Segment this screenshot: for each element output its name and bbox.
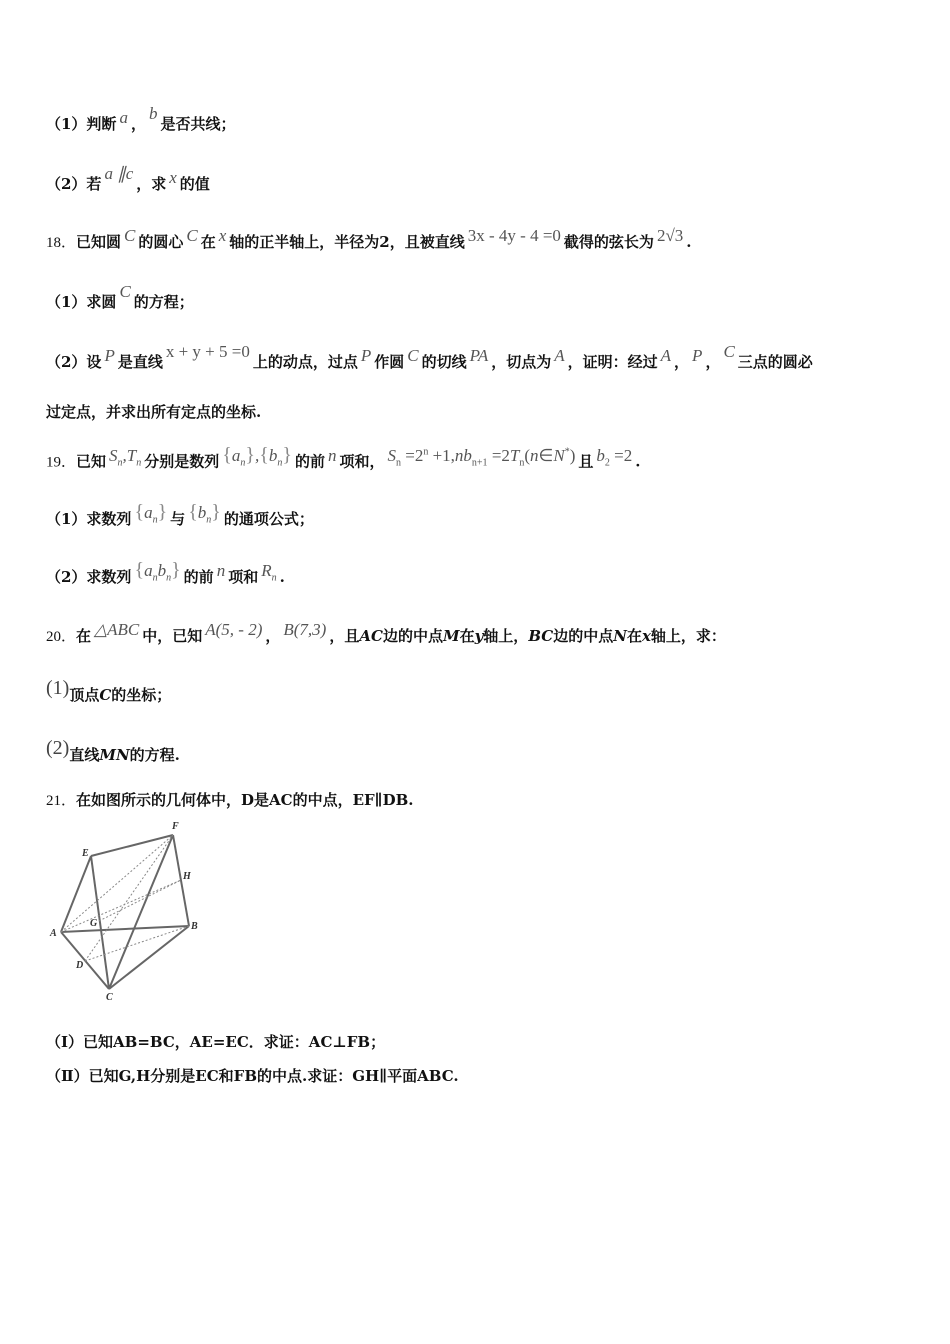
question-number: 19． — [46, 454, 77, 471]
text: ，且 — [329, 627, 360, 645]
text: 的坐标； — [111, 686, 172, 704]
q18-stem — [46, 226, 692, 253]
label-g: G — [90, 918, 98, 929]
var-n: n — [327, 445, 337, 465]
text: . — [279, 568, 285, 586]
text: （2）求数列 — [46, 568, 132, 586]
text: （1）求圆 — [46, 293, 117, 311]
q20-part1 — [46, 677, 172, 705]
sn-tn: $S_n,T_n$ — [109, 445, 142, 469]
vector-a: a — [119, 108, 128, 127]
text: 边的中点 — [553, 627, 614, 645]
text: ，证明：经过 — [567, 353, 658, 371]
text: 在如图所示的几何体中，D是AC的中点，EF∥DB. — [76, 791, 414, 809]
text: . — [686, 233, 692, 251]
question-number: 21． — [46, 793, 77, 809]
text: ，切点为 — [491, 353, 552, 371]
text: 项和 — [228, 568, 259, 586]
text: N — [613, 627, 627, 645]
b2-value: $b_2 =2$ — [596, 445, 633, 469]
question-number: 18． — [46, 235, 77, 251]
q21-stem — [46, 790, 414, 811]
point-a: A — [554, 346, 565, 365]
text: C — [99, 686, 112, 704]
text: 轴上， — [483, 627, 529, 645]
text: ， — [265, 627, 281, 645]
text: 顶点 — [69, 686, 100, 704]
text: 的方程； — [133, 293, 194, 311]
q17-part2 — [46, 164, 210, 194]
text: y — [474, 627, 484, 645]
s-symbol: S — [109, 445, 118, 465]
label-h: H — [183, 871, 191, 882]
q17-part2-text: 的值 — [179, 175, 210, 193]
text: 与 — [170, 510, 186, 528]
circle-c: C — [124, 226, 136, 245]
text: 的圆心 — [138, 233, 184, 251]
edge-bc — [109, 926, 189, 989]
text: ， — [705, 353, 721, 371]
q18-part2 — [46, 342, 813, 372]
seq-anbn: $\{a_nb_n\}$ — [134, 559, 181, 584]
text: 作圆 — [374, 353, 405, 371]
seq-an-bn: $\{a_n\},\{b_n\}$ — [222, 443, 292, 469]
text: 的通项公式； — [223, 510, 314, 528]
label-a: A — [50, 928, 57, 939]
text: （Ⅱ）已知G,H分别是EC和FB的中点.求证：GH∥平面ABC. — [46, 1067, 459, 1085]
text: 的切线 — [421, 353, 467, 371]
text: 的方程. — [129, 746, 180, 764]
text: 上的动点，过点 — [252, 353, 358, 371]
seq-an: $\{a_n\}$ — [134, 501, 168, 526]
text: （Ⅰ）已知AB=BC，AE=EC．求证：AC⊥FB； — [46, 1033, 386, 1051]
text: MN — [99, 746, 130, 764]
q19-stem — [46, 443, 641, 479]
q18-part2-cont — [46, 402, 261, 422]
q17-part2-label: （2）若 — [46, 175, 102, 193]
q19-part2 — [46, 559, 285, 594]
text: ， — [674, 353, 690, 371]
edge-fc — [109, 835, 173, 989]
q17-part1-label: （1）判断 — [46, 115, 117, 133]
text: x — [641, 627, 651, 645]
text: 已知 — [76, 452, 107, 471]
edge-ae — [61, 856, 91, 932]
text: 截得的弦长为 — [563, 233, 654, 251]
q21-part2 — [46, 1066, 459, 1086]
text: （1）求数列 — [46, 510, 132, 528]
q21-part1 — [46, 1032, 385, 1052]
text: （2）设 — [46, 353, 102, 371]
text: 且 — [578, 452, 594, 471]
tangent-pa: PA — [469, 346, 489, 365]
triangle-abc: △ABC — [94, 620, 140, 639]
text: 中，已知 — [142, 627, 203, 645]
var-x: x — [218, 226, 227, 245]
point-c: C — [723, 342, 735, 361]
text: 在 — [459, 627, 475, 645]
q17-part1 — [46, 104, 236, 134]
text: 在 — [200, 233, 216, 251]
edge-ab — [61, 926, 189, 932]
q17-part1-text: 是否共线； — [160, 115, 236, 133]
text: 的前 — [183, 568, 214, 586]
line-equation: x + y + 5 =0 — [165, 342, 250, 361]
q20-part2 — [46, 737, 180, 765]
text: 直线 — [69, 746, 100, 764]
text: AC — [359, 627, 383, 645]
point-p: P — [104, 346, 115, 365]
text: 已知圆 — [76, 233, 122, 251]
point-a-coords: A(5, - 2) — [205, 620, 263, 639]
text: 边的中点 — [382, 627, 443, 645]
text: 分别是数列 — [144, 452, 220, 471]
label-e: E — [82, 848, 89, 859]
text: 过定点，并求出所有定点的坐标. — [46, 403, 262, 421]
question-number: 20． — [46, 629, 77, 645]
text: 轴上，求： — [650, 627, 726, 645]
text: 在 — [76, 627, 92, 645]
label-c: C — [106, 992, 113, 1003]
label-b: B — [191, 921, 198, 932]
geometry-figure — [44, 816, 214, 1006]
seq-bn: $\{b_n\}$ — [188, 501, 221, 526]
condition-formula: $S_n =2^n +1,nb_{n+1}$ $=2T_n(n\in N^*)$ — [387, 445, 576, 469]
label-d: D — [76, 960, 84, 971]
point-a: A — [660, 346, 672, 365]
parallel-condition: a ∥c — [104, 164, 134, 183]
part-number: (1) — [46, 677, 70, 699]
var-n: n — [216, 561, 226, 580]
text: 的前 — [294, 452, 325, 471]
q19-part1 — [46, 501, 314, 536]
text: 轴的正半轴上，半径为2，且被直线 — [229, 233, 465, 251]
chord-length: 2√3 — [656, 226, 684, 245]
point-p: P — [692, 346, 703, 365]
sep: ， — [130, 115, 146, 133]
point-p: P — [360, 346, 372, 365]
rn: $R_n$ — [261, 561, 277, 584]
q18-part1 — [46, 282, 194, 312]
line-equation: 3x - 4y - 4 =0 — [467, 226, 561, 245]
text: 在 — [626, 627, 642, 645]
text: M — [442, 627, 460, 645]
label-f: F — [172, 821, 179, 832]
circle-c: C — [119, 282, 131, 301]
vector-b: b — [148, 104, 158, 123]
q17-part2-mid: ，求 — [136, 175, 167, 193]
text: 项和， — [339, 452, 385, 471]
text: 是直线 — [117, 353, 163, 371]
part-number: (2) — [46, 737, 70, 759]
q20-stem — [46, 620, 726, 647]
text: 三点的圆必 — [737, 353, 813, 371]
circle-c: C — [407, 346, 419, 365]
text: BC — [528, 627, 554, 645]
center-c: C — [186, 226, 198, 245]
point-b-coords: B(7,3) — [283, 620, 327, 639]
text: . — [635, 452, 641, 471]
var-x: x — [169, 168, 177, 187]
